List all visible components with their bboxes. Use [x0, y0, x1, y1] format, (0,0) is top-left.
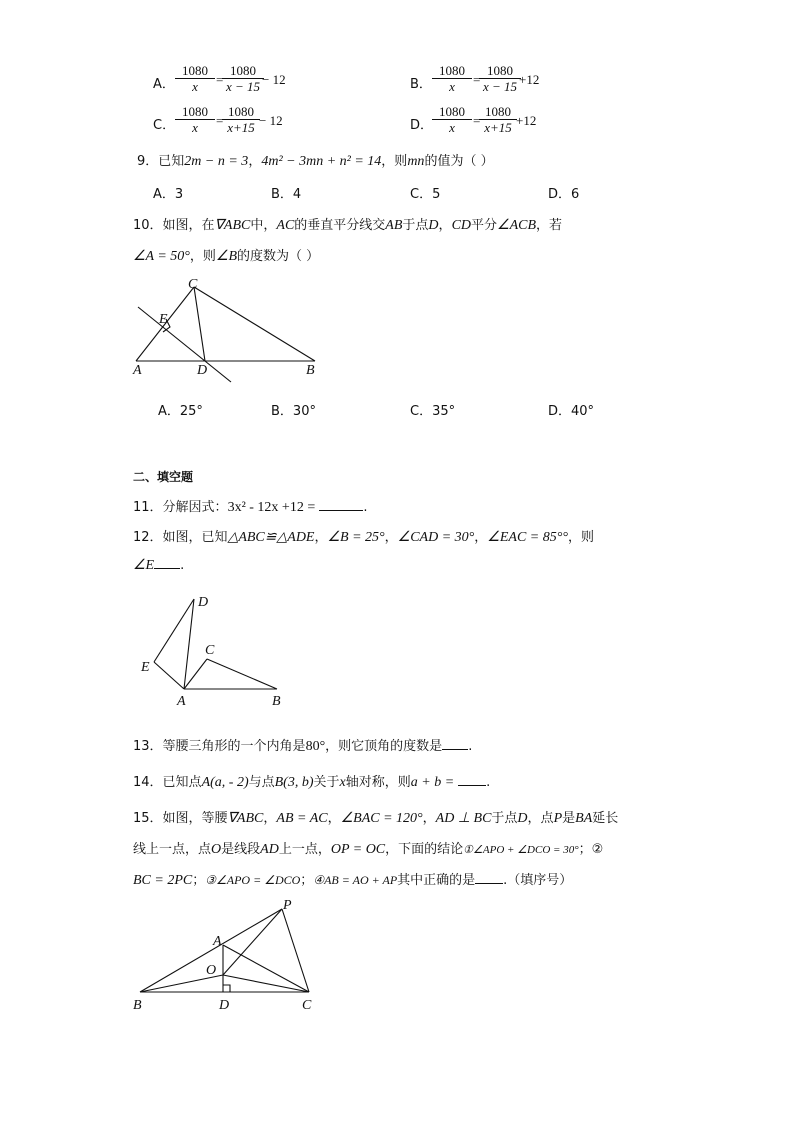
answer-blank[interactable] — [154, 568, 180, 569]
option-letter: B． — [410, 77, 432, 92]
label-d: D — [198, 595, 209, 610]
q9-stem: 9．已知2m − n = 3，4m² − 3mn + n² = 14，则mn的值为（ ） — [137, 154, 494, 169]
fraction: $\frac{1080}{x+15}$ — [479, 104, 517, 135]
answer-blank[interactable] — [475, 883, 503, 884]
option-letter: D． — [410, 118, 434, 133]
fraction: $\frac{1080}{x}$ — [175, 104, 215, 135]
label-e: E — [159, 312, 168, 327]
section-title: 二、填空题 — [133, 470, 194, 484]
option-letter: A． — [153, 77, 175, 92]
q11-stem: 11．分解因式：3x² - 12x +12 = . — [133, 500, 368, 515]
q9-option-c[interactable]: C．5 — [410, 187, 441, 202]
label-o: O — [206, 963, 217, 978]
option-letter: C． — [153, 118, 176, 133]
label-b: B — [306, 363, 315, 378]
label-p: P — [283, 898, 292, 913]
q10-option-a[interactable]: A．25° — [158, 404, 203, 419]
q10-option-c[interactable]: C．35° — [410, 404, 456, 419]
label-c: C — [205, 643, 215, 658]
q9-option-b[interactable]: B．4 — [271, 187, 302, 202]
fraction: $\frac{1080}{x - 15}$ — [479, 63, 521, 94]
label-e: E — [141, 660, 150, 675]
q10-option-b[interactable]: B．30° — [271, 404, 316, 419]
fraction: $\frac{1080}{x - 15}$ — [222, 63, 264, 94]
fraction: $\frac{1080}{x}$ — [432, 63, 472, 94]
label-b: B — [272, 694, 281, 709]
label-c: C — [302, 998, 312, 1013]
q12-figure — [136, 590, 296, 710]
fraction: $\frac{1080}{x}$ — [175, 63, 215, 94]
fraction: $\frac{1080}{x}$ — [432, 104, 472, 135]
label-a: A — [213, 934, 222, 949]
answer-blank[interactable] — [319, 510, 363, 511]
label-a: A — [177, 694, 186, 709]
label-a: A — [133, 363, 142, 378]
q9-option-d[interactable]: D．6 — [548, 187, 580, 202]
q10-stem-line2: ∠A = 50°，则∠B的度数为（ ） — [133, 249, 320, 264]
q15-stem-line1: 15．如图，等腰∇ABC，AB = AC，∠BAC = 120°，AD ⊥ BC于点D，点P是BA延长 — [133, 811, 619, 826]
label-b: B — [133, 998, 142, 1013]
answer-blank[interactable] — [458, 785, 486, 786]
q15-stem-line2: 线上一点，点O是线段AD上一点，OP = OC，下面的结论①∠APO + ∠DCO = 30°；② — [133, 842, 604, 857]
q15-figure — [128, 893, 328, 1018]
q10-option-d[interactable]: D．40° — [548, 404, 595, 419]
label-d: D — [219, 998, 230, 1013]
q12-stem-line2: ∠E . — [133, 558, 185, 573]
fraction: $\frac{1080}{x+15}$ — [222, 104, 260, 135]
q12-stem-line1: 12．如图，已知△ABC≌△ADE，∠B = 25°，∠CAD = 30°，∠EAC = 85°°，则 — [133, 530, 594, 545]
q10-figure — [128, 275, 328, 385]
label-d: D — [197, 363, 208, 378]
q10-stem-line1: 10．如图，在∇ABC中，AC的垂直平分线交AB于点D，CD平分∠ACB，若 — [133, 218, 563, 233]
q15-stem-line3: BC = 2PC；③∠APO = ∠DCO；④AB = AO + AP其中正确的是 .（填序号） — [133, 873, 573, 888]
answer-blank[interactable] — [442, 749, 468, 750]
label-c: C — [188, 277, 198, 292]
q9-option-a[interactable]: A．3 — [153, 187, 184, 202]
q13-stem: 13．等腰三角形的一个内角是80°，则它顶角的度数是 . — [133, 739, 473, 754]
q14-stem: 14．已知点A(a, - 2)与点B(3, b)关于x轴对称，则a + b = . — [133, 775, 491, 790]
